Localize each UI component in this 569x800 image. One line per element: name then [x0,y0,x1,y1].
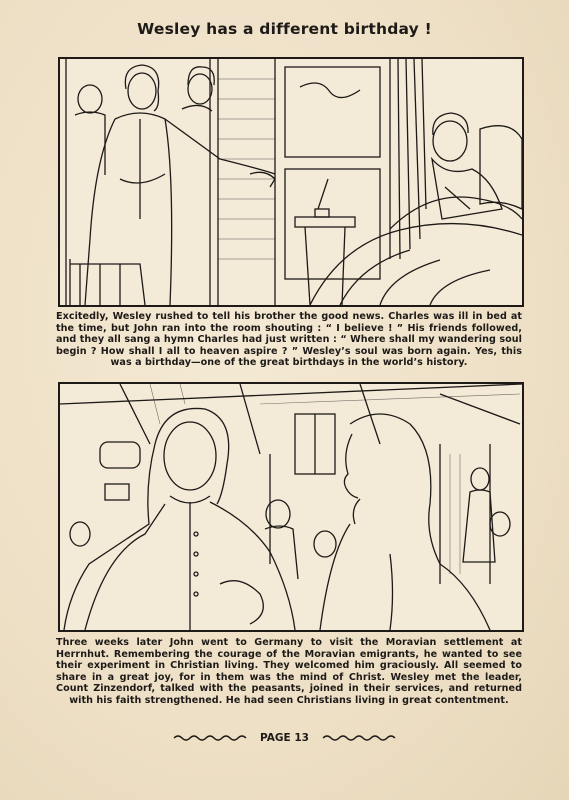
bedside-scene-illustration [60,59,522,305]
illustration-panel-wesley-bedside [58,57,524,307]
herrnhut-scene-illustration [60,384,522,630]
left-ornament-icon [172,734,248,742]
right-ornament-icon [321,734,397,742]
page-title: Wesley has a different birthday ! [137,20,432,38]
page-footer [0,732,569,744]
panel-2-caption: Three weeks later John went to Germany to visit the Moravian settlement at Herrnhut. Remembering the courage of the Moravian emigrants, he wanted to see their experiment in Christian living. They welcomed him graciously. All seemed to share in a great joy, for in them was the mind of Christ. Wesley met the leader, Count Zinzendorf, talked with the peasants, joined in their services, and returned with his faith strengthened. He had seen Christians living in great contentment. [56,637,522,706]
page-number: PAGE 13 [260,732,309,744]
illustration-panel-moravian-visit [58,382,524,632]
panel-1-caption: Excitedly, Wesley rushed to tell his brother the good news. Charles was ill in bed at the time, but John ran into the room shouting : “ I believe ! ” His friends followed, and they all sang a hymn Charles had just written : “ Where shall my wandering soul begin ? How shall I all to heaven aspire ? ” Wesley’s soul was born again. Yes, this was a birthday—one of the great birthdays in the world’s history. [56,311,522,369]
